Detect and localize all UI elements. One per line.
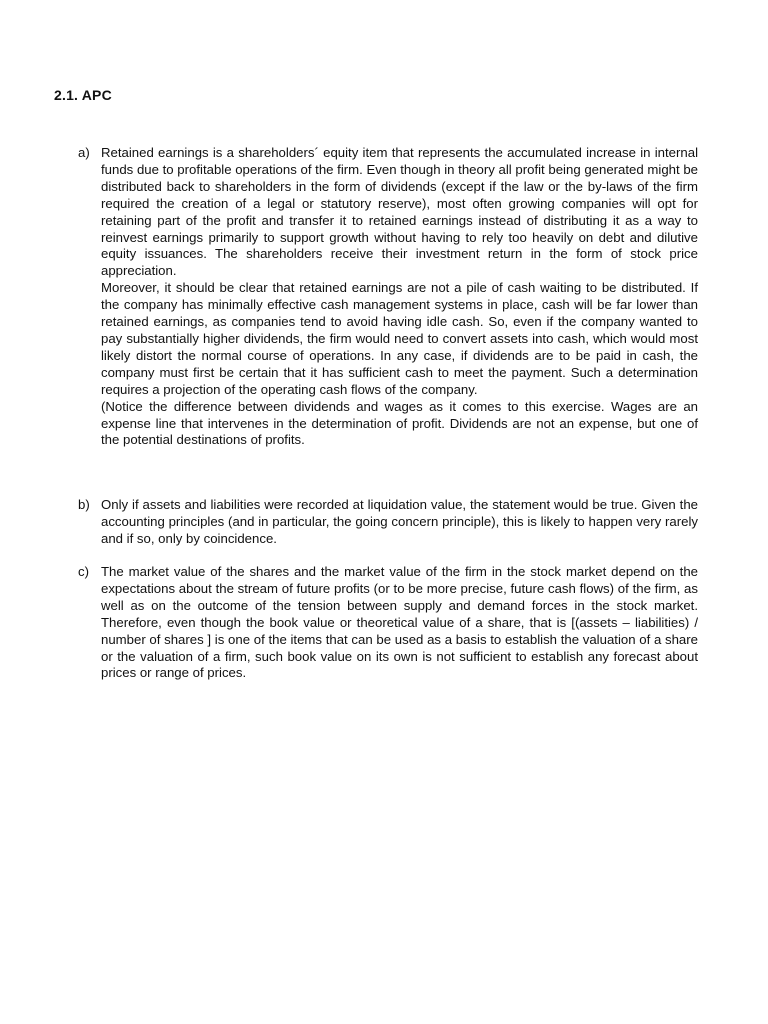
list-item-b: [78, 497, 698, 548]
list-item-body: [101, 145, 698, 449]
list-marker: a): [78, 145, 90, 160]
section-heading: 2.1. APC: [54, 87, 112, 103]
list-marker: b): [78, 497, 90, 512]
paragraph: (Notice the difference between dividends and wages as it comes to this exercise. Wages are an expense line that intervenes in the determination of profit. Dividends are not an expense, but one of the potential destinations of profits.: [101, 398, 698, 448]
list-item-c: [78, 564, 698, 682]
list-item-body: [101, 564, 698, 682]
paragraph: Moreover, it should be clear that retained earnings are not a pile of cash waiting to be distributed. If the company has minimally effective cash management systems in place, cash will be far lower than retained earnings, as companies tend to avoid having idle cash. So, even if the company wanted to pay substantially higher dividends, the firm would need to convert assets into cash, which would most likely distort the normal course of operations. In any case, if dividends are to be paid in cash, the company must first be certain that it has sufficient cash to meet the payment. Such a determination requires a projection of the operating cash flows of the company.: [101, 280, 698, 397]
paragraph: Only if assets and liabilities were recorded at liquidation value, the statement would be true. Given the accounting principles (and in particular, the going concern principle), this is likely to happen very rarely and if so, only by coincidence.: [101, 497, 698, 546]
list-item-a: [78, 145, 698, 449]
list-marker: c): [78, 564, 89, 579]
paragraph: The market value of the shares and the market value of the firm in the stock market depend on the expectations about the stream of future profits (or to be more precise, future cash flows) of the firm, as well as on the outcome of the tension between supply and demand forces in the stock market. Therefore, even though the book value or theoretical value of a share, that is [(assets – liabilities) / number of shares ] is one of the items that can be used as a basis to establish the valuation of a share or the valuation of a firm, such book value on its own is not sufficient to establish any forecast about prices or range of prices.: [101, 564, 698, 681]
paragraph: Retained earnings is a shareholders´ equity item that represents the accumulated increase in internal funds due to profitable operations of the firm. Even though in theory all profit being generated might be distributed back to shareholders in the form of dividends (except if the law or the by-laws of the firm required the creation of a legal or statutory reserve), most often growing companies will opt for retaining part of the profit and transfer it to retained earnings instead of distributing it as a way to reinvest earnings primarily to support growth without having to rely too heavily on debt and dilutive equity issuances. The shareholders receive their investment return in the form of stock price appreciation.: [101, 145, 698, 279]
list-item-body: [101, 497, 698, 548]
